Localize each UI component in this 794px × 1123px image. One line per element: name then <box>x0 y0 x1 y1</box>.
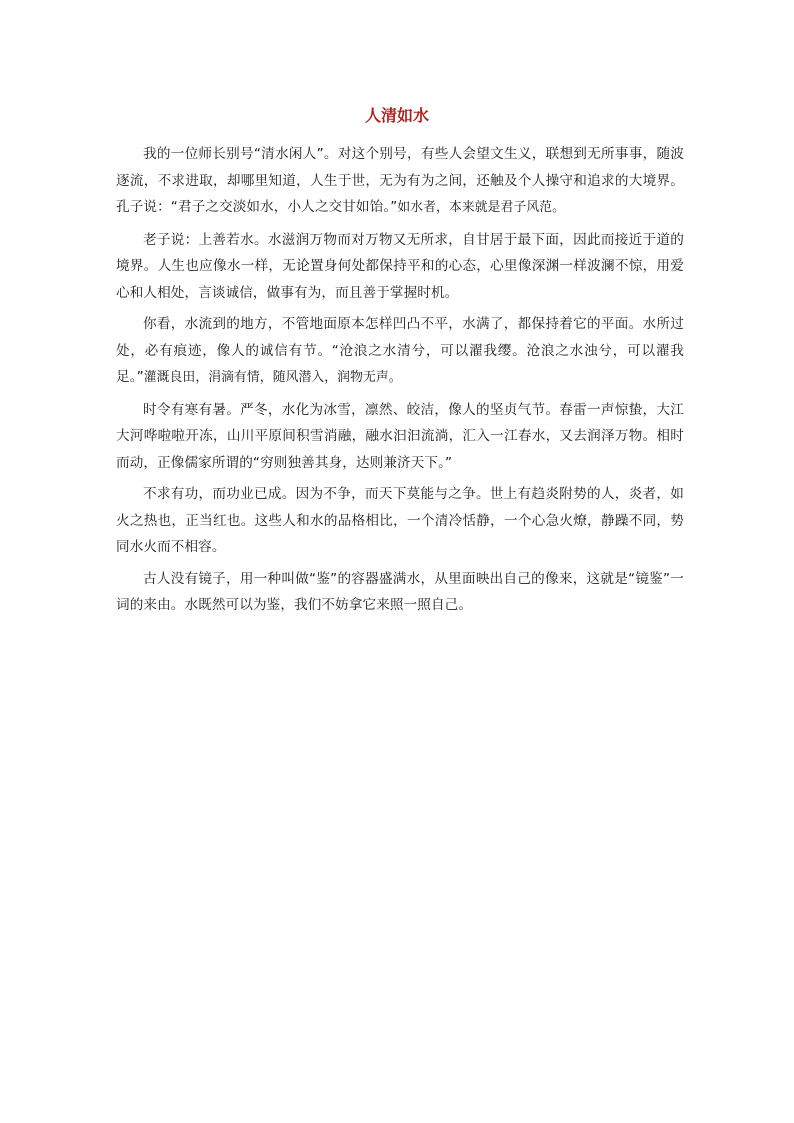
paragraph-3 <box>116 311 684 392</box>
article-body <box>116 141 684 624</box>
paragraph-2-main: 老子说：上善若水。水滋润万物而对万物又无所求，自甘居于最下面，因此而接近于道的境界。人生也应像水一样，无论置身何处都保持平和的心态，心里像深渊一样波澜不惊，用爱心和人相处，言谈诚信，做事有为，而且善于掌握时机。 <box>116 231 684 301</box>
paragraph-4 <box>116 397 684 477</box>
paragraph-1-tail: 如水者，本来就是君子风范。 <box>397 200 566 215</box>
paragraph-1-main: 我的一位师长别号“清水闲人”。对这个别号，有些人会望文生义，联想到无所事事，随波逐流，不求进取，却哪里知道，人生于世，无为有为之间，还触及个人操守和追求的大境界。孔子说：“君子之交淡如水，小人之交甘如饴。” <box>116 146 684 215</box>
paragraph-3-tail: 灌溉良田，涓滴有情，随风潜入，润物无声。 <box>143 370 402 385</box>
paragraph-5 <box>116 481 684 561</box>
article-title: 人清如水 <box>364 106 429 125</box>
paragraph-1 <box>116 141 684 222</box>
paragraph-2 <box>116 227 684 307</box>
paragraph-4-main: 时令有寒有暑。严冬，水化为冰雪，凛然、皎洁，像人的坚贞气节。春雷一声惊蛰，大江大河哗啦啦开冻，山川平原间积雪消融，融水汩汩流淌，汇入一江春水，又去润泽万物。相时而动，正像儒家所谓的“穷则独善其身，达则兼济天下。” <box>116 401 684 471</box>
paragraph-5-main: 不求有功，而功业已成。因为不争，而天下莫能与之争。世上有趋炎附势的人，炎者，如火之热也，正当红也。这些人和水的品格相比，一个清冷恬静，一个心急火燎，静躁不同，势同水火而不相容。 <box>116 486 684 555</box>
paragraph-3-main: 你看，水流到的地方，不管地面原本怎样凹凸不平，水满了，都保持着它的平面。水所过处，必有痕迹，像人的诚信有节。“沧浪之水清兮，可以濯我缨。沧浪之水浊兮，可以濯我足。” <box>116 316 684 385</box>
paragraph-6-main: 古人没有镜子，用一种叫做“鉴”的容器盛满水，从里面映出自己的像来，这就是“镜鉴”一词的来由。水既然可以为鉴，我们不妨拿它来照一照自己。 <box>116 570 684 613</box>
paragraph-6 <box>116 566 684 619</box>
